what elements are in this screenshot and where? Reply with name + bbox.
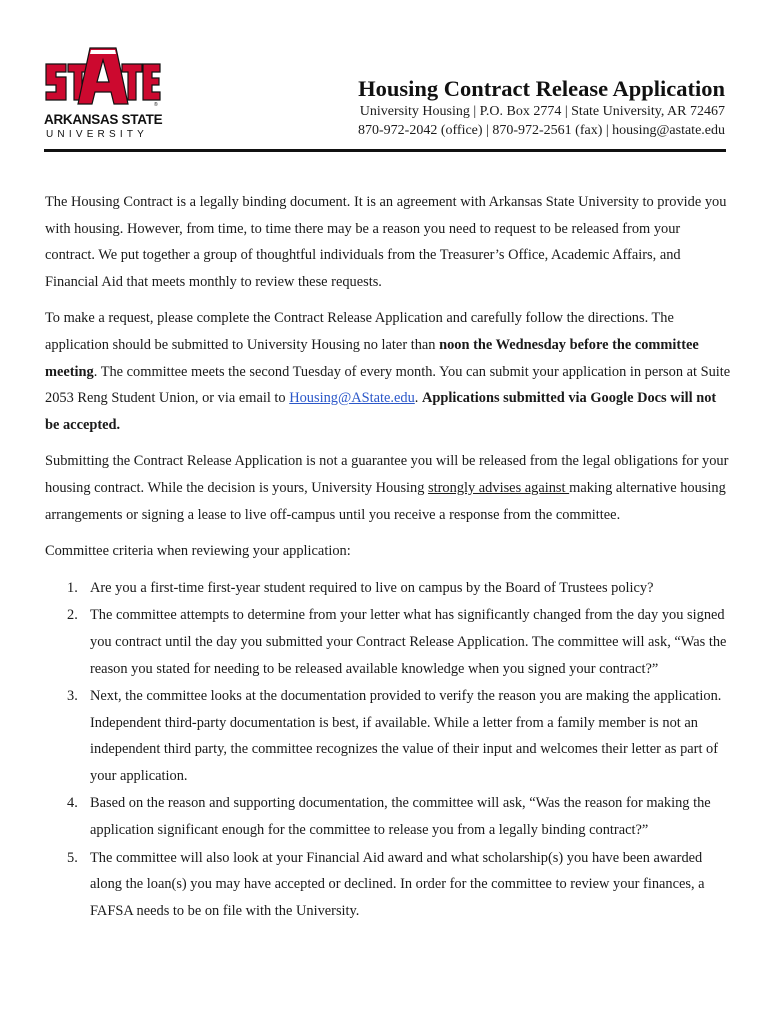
list-item-text: Are you a first-time first-year student required to live on campus by the Board of Trustees policy? [90,579,654,596]
list-number: 1. [67,579,78,596]
google-docs-warning: Applications submitted via Google Docs will not be accepted. [45,390,717,433]
svg-text:®: ® [154,102,158,108]
list-item-text: Next, the committee looks at the documentation provided to verify the reason you are making the application. Independent third-party documentation is best, if available. While a letter from a family member is not an independent third party, the committee recognizes the value of their input and welcomes their letter as part of your application. [90,688,722,784]
strongly-advises-against: strongly advises against [428,479,570,496]
list-item [45,683,731,789]
housing-email-link[interactable]: Housing@AState.edu [289,390,415,407]
request-text-3: . [414,390,422,407]
list-number: 3. [67,688,78,705]
list-item-text: The committee attempts to determine from your letter what has significantly changed from the day you signed you contract until the day you submitted your Contract Release Application. The committee will ask, “Was the reason you stated for needing to be released available knowledge when you signed your contract?” [90,607,727,677]
list-item [45,845,731,925]
deadline-emphasis: noon the Wednesday before the committee meeting [45,336,699,380]
guarantee-paragraph [45,448,731,528]
list-item [45,790,731,843]
list-number: 2. [67,607,78,624]
logo-text-arkansas-state: ARKANSAS STATE [44,112,163,127]
request-paragraph [45,305,731,438]
list-number: 4. [67,795,78,812]
contact-address: University Housing | P.O. Box 2774 | State University, AR 72467 [359,104,725,119]
criteria-heading: Committee criteria when reviewing your application: [45,543,351,560]
contact-phone-email: 870-972-2042 (office) | 870-972-2561 (fax) | housing@astate.edu [358,123,725,138]
document-title: Housing Contract Release Application [358,76,725,101]
arkansas-state-logo [44,44,162,144]
list-number: 5. [67,849,78,866]
guarantee-text-2: making alternative housing arrangements or signing a lease to live off-campus until you receive a response from the committee. [45,479,726,523]
guarantee-text-1: Submitting the Contract Release Application is not a guarantee you will be released from the legal obligations for your housing contract. While the decision is yours, University Housing [45,453,729,496]
logo-text-university: UNIVERSITY [46,129,149,140]
intro-paragraph: The Housing Contract is a legally binding document. It is an agreement with Arkansas State University to provide you with housing. However, from time, to time there may be a reason you need to request to be released from your contract. We put together a group of thoughtful individuals from the Treasurer’s Office, Academic Affairs, and Financial Aid that meets monthly to review these requests. [45,194,727,290]
criteria-list [45,575,731,925]
state-wordmark-icon [44,44,162,108]
request-text-1: To make a request, please complete the Contract Release Application and carefully follow the directions. The application should be submitted to University Housing no later than [45,310,674,353]
list-item-text: The committee will also look at your Financial Aid award and what scholarship(s) you have been awarded along the loan(s) you may have accepted or declined. In order for the committee to review your finances, a FAFSA needs to be on file with the University. [90,849,705,919]
list-item [45,575,731,602]
list-item-text: Based on the reason and supporting documentation, the committee will ask, “Was the reason for making the application significant enough for the committee to release you from a legally binding contract?” [90,795,711,839]
header-divider [44,149,726,152]
request-text-2: . The committee meets the second Tuesday of every month. You can submit your application in person at Suite 2053 Reng Student Union, or via email to [45,363,731,407]
list-item [45,602,731,682]
document-body [45,189,731,925]
